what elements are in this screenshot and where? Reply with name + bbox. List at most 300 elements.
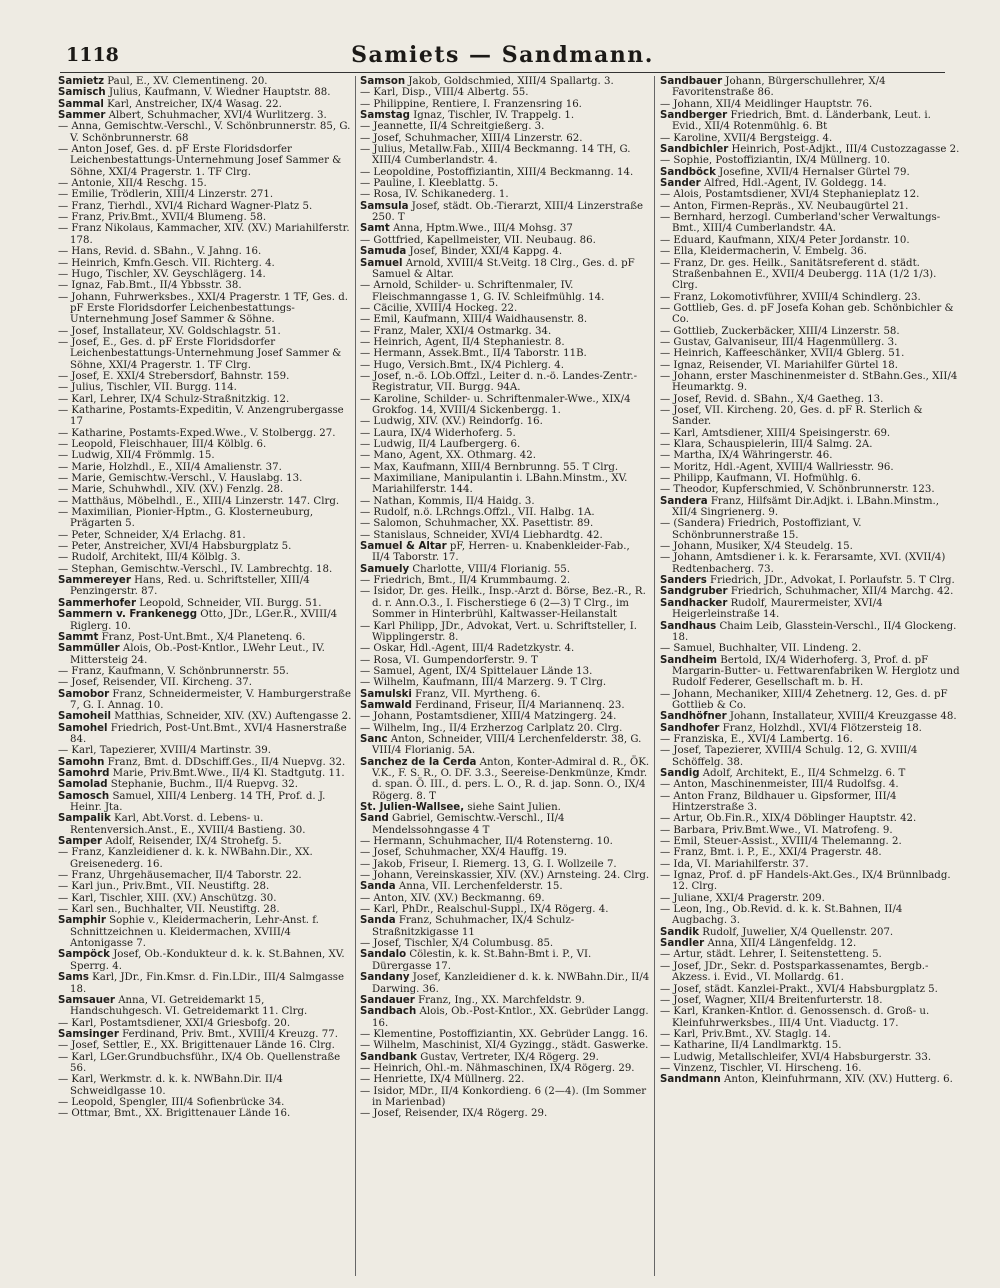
directory-subentry [660, 189, 960, 200]
entry-surname: Samisch [58, 87, 106, 99]
entry-surname: Samoheil [58, 711, 111, 723]
entry-text: Anna, VII. Lerchenfelderstr. 15. [398, 881, 563, 893]
column-middle [360, 76, 650, 1276]
entry-text: Franz, Ing., XX. Marchfeldstr. 9. [418, 994, 585, 1006]
directory-subentry [660, 394, 960, 405]
directory-subentry [660, 734, 960, 745]
directory-subentry [660, 1006, 960, 1029]
directory-subentry [58, 462, 352, 473]
directory-subentry [660, 292, 960, 303]
entry-surname: Sandera [660, 495, 708, 507]
entry-text: Sophie v., Kleidermacherin, Lehr-Anst. f. Schnittzeichnen u. Kleidermachen, XVIII/4 Antonigasse 7. [70, 915, 319, 950]
entry-text: — Heinrich, Kaffeeschänker, XVII/4 Gblerg. 51. [660, 348, 905, 360]
entry-surname: Sandig [660, 767, 700, 779]
entry-text: — Ignaz, Fab.Bmt., II/4 Ybbsstr. 38. [58, 280, 242, 292]
directory-subentry [360, 473, 650, 496]
directory-subentry [360, 496, 650, 507]
directory-entry [58, 87, 352, 98]
entry-surname: Samstag [360, 110, 410, 122]
entry-text: — Emilie, Trödlerin, XIII/4 Linzerstr. 271. [58, 189, 274, 201]
directory-entry [58, 99, 352, 110]
directory-subentry [360, 462, 650, 473]
directory-subentry [660, 212, 960, 235]
page-title: Samiets — Sandmann. [351, 42, 654, 68]
directory-subentry [58, 246, 352, 257]
directory-subentry [360, 723, 650, 734]
entry-surname: Sammern v. Frankenegg [58, 609, 198, 621]
entry-text: — Julius, Metallw.Fab., XIII/4 Beckmanng. 14 TH, G. XIII/4 Cumberlandstr. 4. [360, 144, 631, 167]
entry-surname: Sammt [58, 631, 99, 643]
directory-entry [58, 76, 352, 87]
entry-text: — Maximilian, Pionier-Hptm., G. Klosterneuburg, Prägarten 5. [58, 507, 314, 530]
directory-subentry [660, 303, 960, 326]
directory-entry [58, 723, 352, 746]
entry-text: — Ottmar, Bmt., XX. Brigittenauer Lände 16. [58, 1108, 291, 1120]
entry-surname: Samsauer [58, 994, 115, 1006]
entry-surname: Sams [58, 972, 89, 984]
entry-surname: Samuel [360, 257, 403, 269]
entry-text: — Anton Franz, Bildhauer u. Gipsformer, III/4 Hintzerstraße 3. [660, 790, 897, 813]
entry-surname: Sandalo [360, 949, 407, 961]
directory-entry [360, 541, 650, 564]
directory-entry [58, 972, 352, 995]
directory-subentry [360, 518, 650, 529]
entry-text: — Anton, Firmen-Repräs., XV. Neubaugürtel 21. [660, 200, 909, 212]
directory-entry [660, 496, 960, 519]
entry-text: — Laura, IX/4 Widerhoferg. 5. [360, 427, 516, 439]
entry-surname: Samohn [58, 756, 105, 768]
entry-surname: Sanda [360, 915, 396, 927]
entry-text: Anna, VI. Getreidemarkt 15, Handschuhgesch. VI. Getreidemarkt 11. Clrg. [70, 994, 308, 1018]
entry-text: — Josef, VII. Kircheng. 20, Ges. d. pF R. Sterlich & Sander. [660, 404, 923, 428]
entry-surname: Samsula [360, 200, 409, 212]
directory-subentry [360, 133, 650, 144]
entry-text: — Hugo, Tischler, XV. Geyschlägerg. 14. [58, 268, 266, 280]
entry-text: — Josef, Tischler, X/4 Columbusg. 85. [360, 938, 554, 950]
entry-text: — Karl, Tapezierer, XVIII/4 Martinstr. 39. [58, 745, 271, 757]
directory-subentry [360, 121, 650, 132]
entry-text: — Ida, VI. Mariahilferstr. 37. [660, 858, 809, 870]
entry-text: Anton, Schneider, VIII/4 Lerchenfelderstr. 38, G. VIII/4 Florianig. 5A. [372, 733, 642, 757]
entry-surname: Samuely [360, 563, 410, 575]
entry-text: — Oskar, Hdl.-Agent, III/4 Radetzkystr. 4. [360, 643, 575, 655]
entry-surname: Sandany [360, 972, 410, 984]
entry-text: Cölestin, k. k. St.Bahn-Bmt i. P., VI. Dürergasse 17. [372, 949, 592, 972]
entry-text: Alois, Ob.-Post-Kntlor., LWehr Leut., IV. Mittersteig 24. [70, 643, 325, 666]
entry-surname: Sandberger [660, 110, 728, 122]
entry-text: — Isidor, MDr., II/4 Konkordieng. 6 (2—4). (Im Sommer in Marienbad) [360, 1085, 647, 1108]
directory-subentry [58, 382, 352, 393]
entry-text: — Franz, Kaufmann, V. Schönbrunnerstr. 55. [58, 665, 289, 677]
entry-text: Anton, Konter-Admiral d. R., ÖK. V.K., F. S. R., O. DF. 3.3., Seereise-Denkmünze, Kmdr. d. span. Ö. III., d. pers. L. O., R. d. jap. Sonn. O., IX/4 Rögerg. 8. T [372, 756, 650, 802]
entry-surname: Samphir [58, 915, 106, 927]
directory-subentry [360, 1086, 650, 1109]
header-rule [60, 72, 945, 73]
directory-subentry [58, 258, 352, 269]
directory-subentry [660, 439, 960, 450]
directory-subentry [660, 371, 960, 394]
entry-text: — Josef, Settler, E., XX. Brigittenauer Lände 16. Clrg. [58, 1040, 335, 1052]
directory-subentry [660, 246, 960, 257]
entry-text: siehe Saint Julien. [467, 802, 561, 813]
entry-surname: Samson [360, 76, 406, 87]
entry-text: — Philipp, Kaufmann, VI. Hofmühlg. 6. [660, 473, 861, 485]
entry-surname: Sandik [660, 926, 700, 938]
directory-entry [360, 972, 650, 995]
entry-surname: Sammereyer [58, 575, 131, 587]
entry-text: — Klementine, Postoffiziantin, XX. Gebrüder Langg. 16. [360, 1028, 649, 1040]
directory-subentry [58, 1018, 352, 1029]
entry-text: — Vinzenz, Tischler, VI. Hirscheng. 16. [660, 1062, 862, 1074]
directory-subentry [58, 484, 352, 495]
directory-subentry [360, 178, 650, 189]
entry-text: — Josef, Tapezierer, XVIII/4 Schulg. 12, G. XVIII/4 Schöffelg. 38. [660, 745, 918, 768]
entry-surname: Sandheim [660, 654, 718, 666]
directory-subentry [58, 893, 352, 904]
directory-subentry [58, 189, 352, 200]
entry-text: — Karoline, Schilder- u. Schriftenmaler-Wwe., XIX/4 Grokfog. 14, XVIII/4 Sickenbergg. 1. [360, 393, 631, 416]
entry-text: — Josef, JDr., Sekr. d. Postsparkassenamtes, Bergb.-Akzess. i. Evid., VI. Mollardg. 61. [660, 960, 929, 984]
entry-text: — Franz, Bmt. i. P., E., XXI/4 Pragerstr. 48. [660, 847, 882, 859]
entry-text: — Ella, Kleidermacherin, V. Embelg. 36. [660, 246, 867, 258]
page-header [60, 40, 945, 72]
directory-subentry [360, 450, 650, 461]
directory-entry [58, 836, 352, 847]
entry-text: Karl, JDr., Fin.Kmsr. d. Fin.LDir., III/4 Salmgasse 18. [70, 972, 345, 995]
directory-entry [58, 949, 352, 972]
entry-surname: Sandbank [360, 1051, 417, 1063]
entry-text: Hans, Red. u. Schriftsteller, XIII/4 Penzingerstr. 87. [70, 575, 310, 598]
entry-text: — Friedrich, Bmt., II/4 Krummbaumg. 2. [360, 575, 571, 587]
entry-text: — Karl jun., Priv.Bmt., VII. Neustiftg. 28. [58, 881, 270, 893]
entry-text: — Ludwig, XIV. (XV.) Reindorfg. 16. [360, 416, 543, 428]
entry-text: — Heinrich, Ohl.-m. Nähmaschinen, IX/4 Rögerg. 29. [360, 1062, 635, 1074]
directory-subentry [360, 371, 650, 394]
directory-entry [360, 223, 650, 234]
entry-surname: Sandbichler [660, 144, 729, 156]
entry-text: — Josef, Revid. d. SBahn., X/4 Gaetheg. 13. [660, 393, 884, 405]
entry-text: — Marie, Schuhwhdl., XIV. (XV.) Fenzlg. 28. [58, 484, 284, 496]
directory-subentry [58, 677, 352, 688]
directory-subentry [660, 541, 960, 552]
entry-text: — Samuel, Agent, IX/4 Spittelauer Lände 13. [360, 665, 593, 677]
directory-subentry [660, 133, 960, 144]
entry-text: — Karl, LGer.Grundbuchsführ., IX/4 Ob. Quellenstraße 56. [58, 1051, 341, 1074]
entry-text: — Maximiliane, Manipulantin i. LBahn.Minstm., XV. Mariahilferstr. 144. [360, 473, 628, 496]
directory-subentry [660, 99, 960, 110]
directory-subentry [58, 847, 352, 870]
directory-subentry [660, 348, 960, 359]
directory-subentry [660, 1029, 960, 1040]
entry-text: — Franziska, E., XVI/4 Lambertg. 16. [660, 733, 853, 745]
entry-text: — Heinrich, Agent, II/4 Stephaniestr. 8. [360, 336, 565, 348]
entry-text: — Jakob, Friseur, I. Riemerg. 13, G. I. Wollzeile 7. [360, 858, 617, 870]
entry-text: Matthias, Schneider, XIV. (XV.) Auftengasse 2. [114, 711, 352, 723]
entry-text: Josef, Binder, XXI/4 Kappg. 4. [409, 246, 563, 258]
entry-text: — Anton Josef, Ges. d. pF Erste Floridsdorfer Leichenbestattungs-Unternehmung Josef Sammer & Söhne, XXI/4 Pragerstr. 1. TF Clrg. [58, 144, 342, 178]
entry-text: — Johann, Musiker, X/4 Steudelg. 15. [660, 541, 853, 553]
entry-text: — Karl, Tischler, XIII. (XV.) Anschützg. 30. [58, 892, 277, 904]
entry-surname: St. Julien-Wallsee, [360, 802, 465, 813]
directory-subentry [660, 836, 960, 847]
directory-subentry [360, 870, 650, 881]
directory-entry [660, 144, 960, 155]
directory-entry [360, 757, 650, 802]
directory-subentry [660, 428, 960, 439]
directory-entry [660, 621, 960, 644]
entry-text: Gustav, Vertreter, IX/4 Rögerg. 29. [420, 1051, 599, 1063]
entry-surname: Samper [58, 836, 103, 848]
entry-text: — Hermann, Assek.Bmt., II/4 Taborstr. 11B. [360, 348, 587, 360]
entry-text: — Johann, Fuhrwerksbes., XXI/4 Pragerstr. 1 TF, Ges. d. pF Erste Floridsdorfer Leichenbestattungs-Unternehmung Josef Sammer & Söhne. [58, 291, 349, 326]
directory-subentry [360, 1108, 650, 1119]
entry-text: — Johann, Postamtsdiener, XIII/4 Matzingerg. 24. [360, 711, 617, 723]
entry-text: Franz, Bmt. d. DDschiff.Ges., II/4 Nuepvg. 32. [107, 756, 346, 768]
directory-entry [58, 768, 352, 779]
directory-subentry [660, 450, 960, 461]
entry-text: — Peter, Schneider, X/4 Erlachg. 81. [58, 529, 246, 541]
entry-text: — Arnold, Schilder- u. Schriftenmaler, IV. Fleischmanngasse 1, G. IV. Schleifmühlg. 14. [360, 280, 605, 303]
directory-subentry [58, 507, 352, 530]
directory-subentry [360, 439, 650, 450]
entry-surname: Sandhacker [660, 597, 728, 609]
directory-subentry [58, 450, 352, 461]
entry-text: — Stanislaus, Schneider, XVI/4 Liebhardtg. 42. [360, 529, 603, 541]
directory-subentry [360, 677, 650, 688]
entry-text: Franz, Post-Unt.Bmt., X/4 Planetenq. 6. [101, 631, 306, 643]
directory-entry [58, 995, 352, 1018]
entry-surname: Sammer [58, 110, 106, 122]
directory-subentry [660, 360, 960, 371]
entry-text: — Matthäus, Möbelhdl., E., XIII/4 Linzerstr. 147. Clrg. [58, 495, 340, 507]
entry-text: — Ignaz, Reisender, VI. Mariahilfer Gürtel 18. [660, 359, 898, 371]
directory-subentry [660, 484, 960, 495]
entry-text: — Karl, Priv.Bmt., XV. Staglg. 14. [660, 1028, 831, 1040]
entry-text: — Henriette, IX/4 Müllnerg. 22. [360, 1074, 525, 1086]
entry-text: — Johann, erster Maschinenmeister d. StBahn.Ges., XII/4 Heumarktg. 9. [660, 370, 958, 394]
entry-surname: Sander [660, 178, 701, 190]
directory-subentry [360, 711, 650, 722]
entry-text: Anton, Kleinfuhrmann, XIV. (XV.) Hutterg. 6. [724, 1074, 953, 1086]
entry-text: — Ludwig, Metallschleifer, XVI/4 Habsburgerstr. 33. [660, 1051, 932, 1063]
entry-text: Samuel, XIII/4 Lenberg. 14 TH, Prof. d. J. Heinr. Jta. [70, 790, 326, 813]
entry-text: — Karl, Disp., VIII/4 Albertg. 55. [360, 87, 529, 99]
directory-subentry [58, 1097, 352, 1108]
directory-subentry [360, 643, 650, 654]
entry-text: Friedrich, Schuhmacher, XII/4 Marchg. 42. [730, 586, 954, 598]
entry-text: — Eduard, Kaufmann, XIX/4 Peter Jordanstr. 10. [660, 234, 910, 246]
entry-text: — Ignaz, Prof. d. pF Handels-Akt.Ges., IX/4 Brünnlbadg. 12. Clrg. [660, 870, 951, 893]
directory-subentry [660, 518, 960, 541]
entry-text: Franz, Hilfsämt Dir.Adjkt. i. LBahn.Minstm., XII/4 Singrienerg. 9. [672, 495, 940, 519]
entry-text: — Julius, Tischler, VII. Burgg. 114. [58, 382, 237, 394]
entry-text: — Karl, Lehrer, IX/4 Schulz-Straßnitzkig. 12. [58, 393, 290, 405]
entry-text: — Gottlieb, Ges. d. pF Josefa Kohan geb. Schönbichler & Co. [660, 302, 954, 326]
entry-surname: Sandbach [360, 1006, 417, 1018]
directory-subentry [58, 371, 352, 382]
entry-text: — Peter, Anstreicher, XVI/4 Habsburgplatz 5. [58, 541, 292, 553]
directory-subentry [660, 155, 960, 166]
directory-subentry [58, 269, 352, 280]
entry-surname: Sanda [360, 881, 396, 893]
entry-surname: Sand [360, 813, 389, 825]
directory-subentry [360, 666, 650, 677]
entry-text: — Pauline, I. Kleeblattg. 5. [360, 178, 499, 190]
entry-text: — Artur, Ob.Fin.R., XIX/4 Döblinger Hauptstr. 42. [660, 813, 917, 825]
entry-text: — Johann, Vereinskassier, XIV. (XV.) Arnsteing. 24. Clrg. [360, 870, 650, 882]
entry-text: — Josef, Reisender, VII. Kircheng. 37. [58, 677, 253, 689]
entry-surname: Samwald [360, 699, 412, 711]
directory-subentry [660, 405, 960, 428]
directory-entry [660, 76, 960, 99]
entry-text: Josefine, XVII/4 Hernalser Gürtel 79. [719, 166, 910, 178]
column-divider [654, 76, 655, 1276]
entry-text: — Heinrich, Kmfn.Gesch. VII. Richterg. 4. [58, 257, 275, 269]
directory-subentry [360, 904, 650, 915]
entry-surname: Sandböck [660, 166, 716, 178]
directory-subentry [360, 416, 650, 427]
directory-subentry [58, 1040, 352, 1051]
directory-subentry [58, 1074, 352, 1097]
directory-subentry [360, 394, 650, 417]
directory-subentry [360, 314, 650, 325]
directory-entry [58, 110, 352, 121]
directory-subentry [660, 201, 960, 212]
directory-subentry [58, 405, 352, 428]
directory-subentry [660, 689, 960, 712]
entry-surname: Sammerhofer [58, 597, 136, 609]
entry-text: — Ludwig, II/4 Laufbergerg. 6. [360, 439, 521, 450]
directory-subentry [660, 870, 960, 893]
directory-subentry [58, 666, 352, 677]
entry-text: Franz, Holzhdl., XVI/4 Flötzersteig 18. [722, 722, 922, 734]
entry-text: Arnold, XVIII/4 St.Veitg. 18 Clrg., Ges. d. pF Samuel & Altar. [372, 257, 635, 280]
directory-subentry [58, 292, 352, 326]
directory-entry [58, 757, 352, 768]
directory-subentry [58, 428, 352, 439]
entry-text: — Wilhelm, Ing., II/4 Erzherzog Carlplatz 20. Clrg. [360, 722, 623, 734]
entry-text: — Cäcilie, XVIII/4 Hockeg. 22. [360, 302, 518, 314]
entry-text: Franz, Schuhmacher, IX/4 Schulz-Straßnitzkigasse 11 [372, 915, 575, 938]
directory-subentry [58, 881, 352, 892]
directory-subentry [360, 360, 650, 371]
entry-text: Paul, E., XV. Clementineng. 20. [107, 76, 268, 87]
directory-entry [660, 768, 960, 779]
directory-subentry [660, 643, 960, 654]
entry-text: — Emil, Kaufmann, XIII/4 Waidhausenstr. 8. [360, 314, 588, 326]
entry-text: — Josef, n.-ö. LOb.Offzl., Leiter d. n.-ö. Landes-Zentr.-Registratur, VII. Burgg. 94A. [360, 370, 638, 394]
directory-subentry [660, 745, 960, 768]
directory-entry [360, 881, 650, 892]
entry-text: — Hugo, Versich.Bmt., IX/4 Pichlerg. 4. [360, 359, 564, 371]
directory-entry [360, 258, 650, 281]
entry-text: — Ludwig, XII/4 Frömmlg. 15. [58, 450, 215, 462]
entry-text: — Nathan, Kommis, II/4 Haidg. 3. [360, 495, 535, 507]
entry-text: Julius, Kaufmann, V. Wiedner Hauptstr. 88. [108, 87, 331, 99]
entry-text: — Rudolf, Architekt, III/4 Kölblg. 3. [58, 552, 241, 564]
entry-text: — Marie, Holzhdl., E., XII/4 Amalienstr. 37. [58, 461, 282, 473]
directory-entry [58, 779, 352, 790]
column-left [58, 76, 352, 1276]
directory-entry [360, 734, 650, 757]
entry-surname: Sandbauer [660, 76, 723, 87]
entry-text: Alfred, Hdl.-Agent, IV. Goldegg. 14. [703, 178, 887, 190]
directory-subentry [660, 961, 960, 984]
directory-subentry [58, 564, 352, 575]
entry-text: Karl, Anstreicher, IX/4 Wasag. 22. [107, 98, 282, 110]
directory-entry [660, 711, 960, 722]
entry-text: — Hans, Revid. d. SBahn., V. Jahng. 16. [58, 246, 262, 258]
directory-subentry [660, 473, 960, 484]
directory-subentry [58, 870, 352, 881]
directory-entry [660, 655, 960, 689]
entry-text: — Moritz, Hdl.-Agent, XVIII/4 Wallriesstr. 96. [660, 461, 894, 473]
directory-subentry [360, 99, 650, 110]
directory-subentry [58, 745, 352, 756]
entry-text: — Rudolf, n.ö. LRchngs.Offzl., VII. Halbg. 1A. [360, 507, 595, 519]
entry-text: — Gustav, Galvaniseur, III/4 Hagenmüllerg. 3. [660, 336, 898, 348]
directory-subentry [660, 1040, 960, 1051]
entry-text: — Johann, Mechaniker, XIII/4 Zehetnerg. 12, Ges. d. pF Gottlieb & Co. [660, 688, 948, 711]
directory-entry [360, 813, 650, 836]
directory-subentry [58, 1108, 352, 1119]
entry-text: — Alois, Postamtsdiener, XVI/4 Stephanieplatz 12. [660, 189, 920, 201]
directory-subentry [58, 280, 352, 291]
directory-subentry [360, 586, 650, 620]
directory-subentry [660, 235, 960, 246]
directory-entry [360, 949, 650, 972]
entry-surname: Samolad [58, 779, 108, 791]
entry-text: Ferdinand, Priv. Bmt., XVIII/4 Kreuzg. 77. [122, 1028, 338, 1040]
entry-text: Josef, städt. Ob.-Tierarzt, XIII/4 Linzerstraße 250. T [372, 200, 644, 224]
entry-text: — Rosa, VI. Gumpendorferstr. 9. T [360, 654, 538, 666]
entry-text: — Philippine, Rentiere, I. Franzensring 16. [360, 98, 582, 110]
entry-text: — Juliane, XXI/4 Pragerstr. 209. [660, 892, 825, 904]
entry-surname: Samosch [58, 790, 110, 802]
directory-subentry [660, 258, 960, 292]
directory-subentry [58, 223, 352, 246]
directory-subentry [360, 326, 650, 337]
entry-text: — (Sandera) Friedrich, Postoffiziant, V. Schönbrunnerstraße 15. [660, 518, 862, 541]
entry-text: — Anton, Maschinenmeister, III/4 Rudolfsg. 4. [660, 779, 899, 791]
entry-text: — Franz, Uhrgehäusemacher, II/4 Taborstr. 22. [58, 870, 302, 882]
directory-entry [360, 110, 650, 121]
directory-subentry [58, 201, 352, 212]
entry-text: Gabriel, Gemischtw.-Verschl., II/4 Mendelssohngasse 4 T [372, 813, 565, 836]
directory-entry [660, 598, 960, 621]
entry-text: Otto, JDr., LGer.R., XVIII/4 Riglerg. 10. [70, 609, 338, 632]
entry-text: Johann, Installateur, XVIII/4 Kreuzgasse 48. [729, 711, 957, 723]
directory-subentry [360, 575, 650, 586]
entry-text: — Artur, städt. Lehrer, I. Seitenstetteng. 5. [660, 949, 882, 961]
entry-surname: Samohel [58, 722, 108, 734]
directory-entry [660, 178, 960, 189]
directory-subentry [360, 303, 650, 314]
entry-surname: Sanchez de la Cerda [360, 756, 477, 768]
directory-subentry [58, 439, 352, 450]
directory-subentry [58, 473, 352, 484]
entry-text: — Franz, Priv.Bmt., XVII/4 Blumeng. 58. [58, 212, 267, 224]
directory-subentry [360, 1063, 650, 1074]
column-divider [355, 76, 356, 1276]
entry-text: — Leon, Ing., Ob.Revid. d. k. k. St.Bahnen, II/4 Augbachg. 3. [660, 904, 903, 927]
directory-subentry [660, 779, 960, 790]
entry-text: — Leopold, Fleischhauer, III/4 Kölblg. 6. [58, 439, 267, 450]
entry-text: Rudolf, Juwelier, X/4 Quellenstr. 207. [702, 926, 894, 938]
entry-text: — Isidor, Dr. ges. Heilk., Insp.-Arzt d. Börse, Bez.-R., R. d. r. Ann.O.3., I. Fischerstiege 6 (2—3) T Clrg., im Sommer in Hinterbrühl, Kaltwasser-Heilanstalt [360, 586, 646, 621]
entry-text: — Salomon, Schuhmacher, XX. Pasettistr. 89. [360, 518, 594, 530]
entry-text: Adolf, Reisender, IX/4 Strohefg. 5. [105, 836, 282, 848]
